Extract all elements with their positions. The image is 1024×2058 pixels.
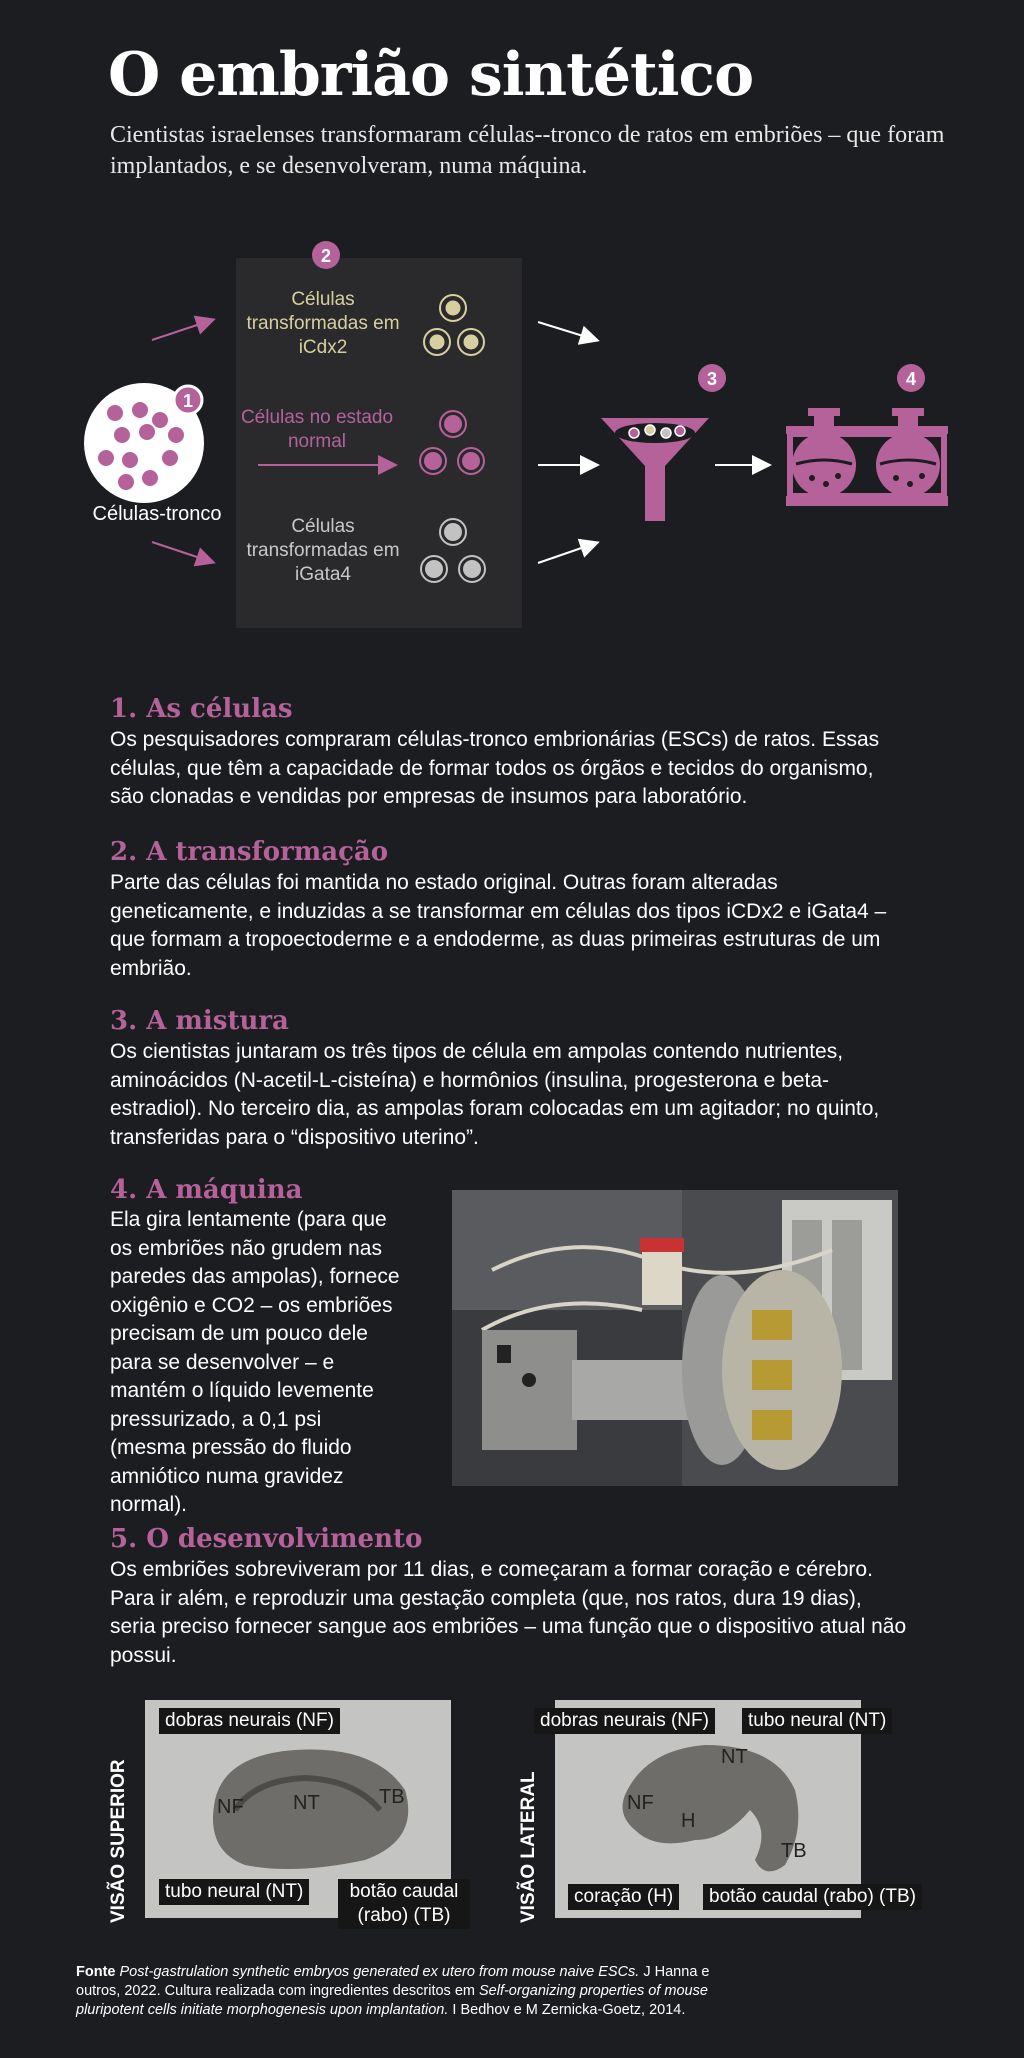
tag-neural-tube: tubo neural (NT): [742, 1708, 892, 1734]
section-4-text: Ela gira lentamente (para que os embriões não grudem nas paredes das ampolas), fornece oxigênio e CO2 – os embriões precisam de um pouco dele para se desenvolver – e mantém o líquido levemente pressurizado, a 0,1 psi (mesma pressão do fluido amniótico numa gravidez normal).: [110, 1208, 400, 1516]
mark-tb: TB: [781, 1840, 807, 1862]
page-title: O embrião sintético: [108, 40, 754, 110]
section-3-heading: 3. A mistura: [110, 1006, 289, 1036]
section-2-heading: 2. A transformação: [110, 837, 389, 867]
step-badge-2: [312, 241, 340, 269]
source-2-rest: I Bedhov e M Zernicka-Goetz, 2014.: [448, 2002, 686, 2018]
tag-tail-bud: botão caudal (rabo) (TB): [703, 1884, 922, 1910]
section-5-text: Os embriões sobreviveram por 11 dias, e começaram a formar coração e cérebro. Para ir além, e reproduzir uma gestação completa (que, nos ratos, dura 19 dias), seria preciso fornecer sangue aos embriões – uma função que o dispositivo atual não possui.: [110, 1558, 907, 1667]
step-badge-number: 2: [320, 246, 332, 266]
step-badge-number: 3: [706, 369, 718, 389]
mark-nt: NT: [721, 1746, 748, 1768]
tag-neural-folds: dobras neurais (NF): [534, 1708, 715, 1734]
mark-nf: NF: [627, 1792, 654, 1814]
normal-label: Células no estado normal: [240, 407, 394, 452]
funnel-icon: [601, 418, 709, 521]
step-badge-3: [698, 364, 726, 392]
arrow-icon: [152, 542, 212, 562]
section-2-text: Parte das células foi mantida no estado original. Outras foram alteradas geneticamente, e induzidas a se transformar em células dos tipos iCDx2 e iGata4 – que formam a tropoectoderme e a endoderme, as duas primeiras estruturas de um embrião.: [110, 871, 887, 980]
mark-h: H: [681, 1810, 696, 1832]
step-badge-4: [897, 364, 925, 392]
mark-tb: TB: [379, 1786, 405, 1808]
stem-cells-label: Células-tronco: [92, 503, 222, 525]
icdx2-label: Células transformadas em iCdx2: [246, 289, 400, 358]
view-lateral-label: VISÃO LATERAL: [518, 1771, 539, 1923]
tag-tail-bud: botão caudal (rabo) (TB): [338, 1879, 470, 1929]
section-5-heading: 5. O desenvolvimento: [110, 1524, 423, 1554]
tag-neural-tube: tubo neural (NT): [159, 1879, 309, 1905]
arrow-icon: [152, 320, 212, 340]
step-badge-number: 4: [905, 369, 917, 389]
section-3-text: Os cientistas juntaram os três tipos de célula em ampolas contendo nutrientes, aminoácidos (N-acetil-L-cisteína) e hormônios (insulina, progesterona e beta-estradiol). No terceiro dia, as ampolas foram colocadas em um agitador; no quinto, transferidas para o “dispositivo uterino”.: [110, 1040, 880, 1149]
page-subtitle: Cientistas israelenses transformaram células--tronco de ratos em embriões – que foram implantados, e se desenvolveram, numa máquina.: [110, 122, 945, 179]
view-superior-label: VISÃO SUPERIOR: [108, 1759, 129, 1923]
mark-nt: NT: [293, 1792, 320, 1814]
section-1-heading: 1. As células: [110, 694, 293, 724]
source-label: Fonte: [76, 1964, 116, 1980]
process-diagram: [0, 230, 1024, 650]
ampoule-rack-icon: [786, 408, 948, 506]
igata4-label: Células transformadas em iGata4: [246, 516, 400, 585]
tag-neural-folds: dobras neurais (NF): [159, 1708, 340, 1734]
machine-photo: [452, 1190, 898, 1486]
section-1-text: Os pesquisadores compraram células-tronco embrionárias (ESCs) de ratos. Essas células, que têm a capacidade de formar todos os órgãos e tecidos do organismo, são clonadas e vendidas por empresas de insumos para laboratório.: [110, 728, 880, 808]
tag-heart: coração (H): [568, 1884, 679, 1910]
arrow-icon: [538, 543, 596, 563]
section-4-heading: 4. A máquina: [110, 1175, 303, 1205]
arrow-icon: [538, 322, 596, 340]
source-footer: [76, 1963, 736, 2020]
source-1-rest: J Hanna e outros, 2022. Cultura realizada com ingredientes descritos em: [76, 1964, 710, 1999]
mark-nf: NF: [217, 1796, 244, 1818]
source-2-title: Self-organizing properties of mouse pluripotent cells initiate morphogenesis upon implantation.: [76, 1983, 708, 2018]
step-badge-number: 1: [182, 391, 194, 411]
source-1-title: Post-gastrulation synthetic embryos generated ex utero from mouse naive ESCs.: [119, 1964, 640, 1980]
step-badge-1: [174, 386, 202, 414]
